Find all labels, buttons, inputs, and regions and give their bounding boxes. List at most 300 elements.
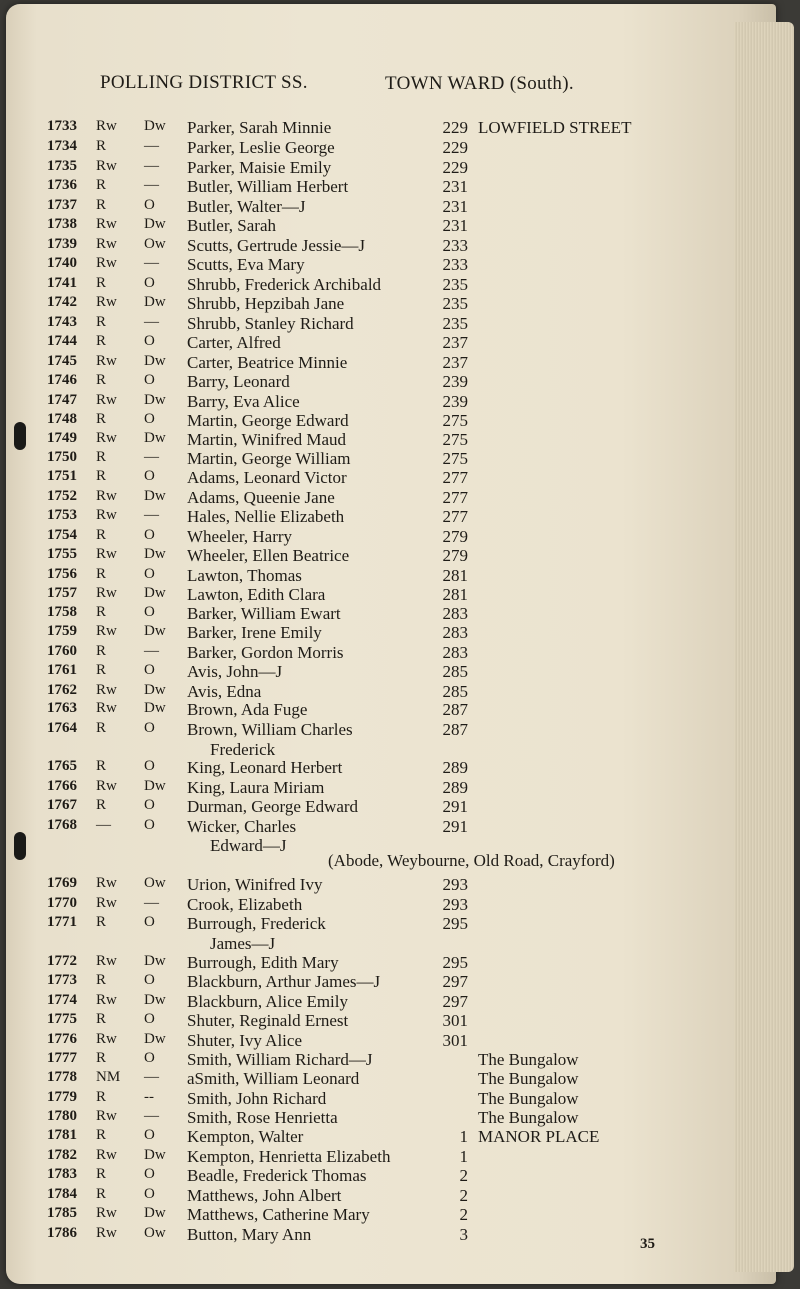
qualification-code: Rw — [96, 1108, 117, 1124]
entry-number: 1785 — [47, 1205, 77, 1221]
register-entry — [0, 449, 734, 469]
qualification-code: Rw — [96, 623, 117, 639]
elector-name: Frederick — [210, 740, 276, 759]
register-entry — [0, 700, 734, 720]
occupation-code: O — [144, 566, 155, 582]
register-entry — [0, 934, 734, 954]
qualification-code: Rw — [96, 392, 117, 408]
entry-number: 1737 — [47, 197, 77, 213]
entry-number: 1734 — [47, 138, 77, 154]
register-entry — [0, 430, 734, 450]
house-number: 233 — [442, 236, 468, 255]
qualification-code: R — [96, 197, 107, 213]
entry-number: 1746 — [47, 372, 77, 388]
entry-number: 1748 — [47, 411, 77, 427]
elector-name: Lawton, Edith Clara — [187, 585, 326, 604]
qualification-code: R — [96, 177, 107, 193]
house-number: 295 — [442, 914, 468, 933]
elector-name: Parker, Maisie Emily — [187, 158, 332, 177]
register-entry — [0, 992, 734, 1012]
elector-name: Martin, George William — [187, 449, 351, 468]
register-entry — [0, 527, 734, 547]
street-address: The Bungalow — [478, 1089, 579, 1108]
occupation-code: Dw — [144, 992, 166, 1008]
qualification-code: R — [96, 1011, 107, 1027]
qualification-code: R — [96, 972, 107, 988]
street-address: The Bungalow — [478, 1108, 579, 1127]
house-number: 283 — [442, 643, 468, 662]
entry-number: 1753 — [47, 507, 77, 523]
register-entry — [0, 1166, 734, 1186]
occupation-code: Dw — [144, 392, 166, 408]
occupation-code: Dw — [144, 216, 166, 232]
elector-name: Smith, John Richard — [187, 1089, 327, 1108]
house-number: 301 — [442, 1011, 468, 1030]
qualification-code: Rw — [96, 875, 117, 891]
house-number: 293 — [442, 895, 468, 914]
elector-name: Kempton, Henrietta Elizabeth — [187, 1147, 391, 1166]
elector-name: Parker, Leslie George — [187, 138, 335, 157]
entry-number: 1780 — [47, 1108, 77, 1124]
qualification-code: Rw — [96, 953, 117, 969]
entry-number: 1747 — [47, 392, 77, 408]
entry-number: 1775 — [47, 1011, 77, 1027]
house-number: 275 — [442, 411, 468, 430]
entry-number: 1743 — [47, 314, 77, 330]
register-entry — [0, 778, 734, 798]
house-number: 275 — [442, 430, 468, 449]
entry-number: 1764 — [47, 720, 77, 736]
occupation-code: O — [144, 1011, 155, 1027]
register-entry — [0, 914, 734, 934]
polling-district-title: POLLING DISTRICT SS. — [100, 72, 308, 93]
register-entry — [0, 314, 734, 334]
qualification-code: Rw — [96, 895, 117, 911]
entry-number: 1771 — [47, 914, 77, 930]
occupation-code: Dw — [144, 118, 166, 134]
elector-name: Shuter, Reginald Ernest — [187, 1011, 349, 1030]
house-number: 1 — [459, 1127, 468, 1146]
occupation-code: — — [144, 895, 159, 911]
occupation-code: -- — [144, 1089, 154, 1105]
occupation-code: Dw — [144, 682, 166, 698]
register-entry — [0, 1147, 734, 1167]
elector-name: Martin, Winifred Maud — [187, 430, 347, 449]
entry-number: 1765 — [47, 758, 77, 774]
house-number: 2 — [459, 1186, 468, 1205]
qualification-code: R — [96, 1166, 107, 1182]
house-number: 231 — [442, 216, 468, 235]
house-number: 283 — [442, 604, 468, 623]
register-entry — [0, 585, 734, 605]
occupation-code: — — [144, 138, 159, 154]
elector-name: Burrough, Edith Mary — [187, 953, 339, 972]
entry-number: 1783 — [47, 1166, 77, 1182]
register-entry — [0, 177, 734, 197]
qualification-code: Rw — [96, 1225, 117, 1241]
elector-name: Carter, Beatrice Minnie — [187, 353, 348, 372]
elector-name: Carter, Alfred — [187, 333, 281, 352]
register-entry — [0, 1108, 734, 1128]
occupation-code: O — [144, 662, 155, 678]
qualification-code: Rw — [96, 585, 117, 601]
house-number: 231 — [442, 177, 468, 196]
qualification-code: Rw — [96, 546, 117, 562]
elector-name: Kempton, Walter — [187, 1127, 304, 1146]
qualification-code: Rw — [96, 1205, 117, 1221]
entry-number: 1742 — [47, 294, 77, 310]
occupation-code: Dw — [144, 488, 166, 504]
entry-number: 1733 — [47, 118, 77, 134]
qualification-code: R — [96, 527, 107, 543]
street-address: The Bungalow — [478, 1069, 579, 1088]
register-entry — [0, 1186, 734, 1206]
elector-name: James—J — [210, 934, 276, 953]
ward-title: TOWN WARD (South). — [385, 73, 574, 94]
qualification-code: R — [96, 1186, 107, 1202]
entry-number: 1782 — [47, 1147, 77, 1163]
register-entry — [0, 604, 734, 624]
house-number: 293 — [442, 875, 468, 894]
occupation-code: O — [144, 527, 155, 543]
occupation-code: O — [144, 797, 155, 813]
entry-number: 1773 — [47, 972, 77, 988]
elector-name: Blackburn, Alice Emily — [187, 992, 348, 1011]
qualification-code: R — [96, 411, 107, 427]
occupation-code: O — [144, 197, 155, 213]
register-entry — [0, 488, 734, 508]
elector-name: aSmith, William Leonard — [187, 1069, 360, 1088]
register-entry — [0, 158, 734, 178]
page-number: 35 — [640, 1236, 655, 1252]
occupation-code: O — [144, 914, 155, 930]
elector-name: Butler, William Herbert — [187, 177, 349, 196]
occupation-code: Dw — [144, 700, 166, 716]
elector-name: Matthews, John Albert — [187, 1186, 342, 1205]
entry-number: 1757 — [47, 585, 77, 601]
house-number: 229 — [442, 158, 468, 177]
register-entry — [0, 1127, 734, 1147]
occupation-code: O — [144, 817, 155, 833]
occupation-code: — — [144, 314, 159, 330]
occupation-code: O — [144, 411, 155, 427]
elector-name: Shrubb, Hepzibah Jane — [187, 294, 345, 313]
elector-name: Barker, Gordon Morris — [187, 643, 344, 662]
entry-number: 1761 — [47, 662, 77, 678]
elector-name: Matthews, Catherine Mary — [187, 1205, 370, 1224]
register-entry — [0, 138, 734, 158]
register-entry — [0, 566, 734, 586]
elector-name: Hales, Nellie Elizabeth — [187, 507, 345, 526]
elector-name: Beadle, Frederick Thomas — [187, 1166, 367, 1185]
house-number: 289 — [442, 778, 468, 797]
elector-name: Brown, Ada Fuge — [187, 700, 308, 719]
occupation-code: Dw — [144, 585, 166, 601]
occupation-code: Dw — [144, 953, 166, 969]
register-entry — [0, 216, 734, 236]
elector-name: Smith, William Richard—J — [187, 1050, 373, 1069]
occupation-code: O — [144, 1127, 155, 1143]
occupation-code: — — [144, 177, 159, 193]
register-entry — [0, 1205, 734, 1225]
entry-number: 1755 — [47, 546, 77, 562]
qualification-code: Rw — [96, 1031, 117, 1047]
qualification-code: Rw — [96, 158, 117, 174]
house-number: 229 — [442, 138, 468, 157]
register-entry — [0, 851, 734, 871]
house-number: 275 — [442, 449, 468, 468]
entry-number: 1741 — [47, 275, 77, 291]
register-entry — [0, 682, 734, 702]
occupation-code: — — [144, 643, 159, 659]
entry-number: 1769 — [47, 875, 77, 891]
entry-number: 1767 — [47, 797, 77, 813]
house-number: 229 — [442, 118, 468, 137]
qualification-code: Rw — [96, 255, 117, 271]
qualification-code: — — [96, 817, 111, 833]
qualification-code: R — [96, 604, 107, 620]
qualification-code: Rw — [96, 236, 117, 252]
entry-number: 1786 — [47, 1225, 77, 1241]
elector-name: Shrubb, Stanley Richard — [187, 314, 354, 333]
house-number: 287 — [442, 700, 468, 719]
qualification-code: Rw — [96, 700, 117, 716]
elector-name: Butler, Sarah — [187, 216, 277, 235]
entry-number: 1749 — [47, 430, 77, 446]
house-number: 281 — [442, 566, 468, 585]
elector-name: Edward—J — [210, 836, 287, 855]
occupation-code: Ow — [144, 236, 166, 252]
house-number: 3 — [459, 1225, 468, 1244]
house-number: 277 — [442, 507, 468, 526]
house-number: 279 — [442, 546, 468, 565]
register-entry — [0, 1089, 734, 1109]
register-entry — [0, 236, 734, 256]
register-entry — [0, 392, 734, 412]
qualification-code: Rw — [96, 682, 117, 698]
house-number: 301 — [442, 1031, 468, 1050]
elector-name: Avis, John—J — [187, 662, 283, 681]
elector-name: (Abode, Weybourne, Old Road, Crayford) — [328, 851, 615, 870]
register-entry — [0, 875, 734, 895]
register-entry — [0, 118, 734, 138]
occupation-code: O — [144, 333, 155, 349]
street-address: The Bungalow — [478, 1050, 579, 1069]
qualification-code: NM — [96, 1069, 121, 1085]
elector-name: Parker, Sarah Minnie — [187, 118, 332, 137]
register-entry — [0, 972, 734, 992]
entry-number: 1760 — [47, 643, 77, 659]
qualification-code: Rw — [96, 778, 117, 794]
entry-number: 1739 — [47, 236, 77, 252]
house-number: 285 — [442, 682, 468, 701]
house-number: 277 — [442, 468, 468, 487]
occupation-code: O — [144, 758, 155, 774]
entry-number: 1758 — [47, 604, 77, 620]
register-entry — [0, 623, 734, 643]
qualification-code: Rw — [96, 216, 117, 232]
elector-name: Crook, Elizabeth — [187, 895, 303, 914]
qualification-code: Rw — [96, 353, 117, 369]
house-number: 235 — [442, 294, 468, 313]
occupation-code: O — [144, 468, 155, 484]
qualification-code: R — [96, 333, 107, 349]
register-entry — [0, 1011, 734, 1031]
qualification-code: R — [96, 372, 107, 388]
occupation-code: — — [144, 1108, 159, 1124]
occupation-code: O — [144, 275, 155, 291]
register-entry — [0, 797, 734, 817]
entry-number: 1744 — [47, 333, 77, 349]
house-number: 239 — [442, 392, 468, 411]
elector-name: Wheeler, Harry — [187, 527, 293, 546]
register-entry — [0, 353, 734, 373]
elector-name: Avis, Edna — [187, 682, 262, 701]
occupation-code: Dw — [144, 778, 166, 794]
occupation-code: Dw — [144, 546, 166, 562]
house-number: 291 — [442, 817, 468, 836]
occupation-code: O — [144, 372, 155, 388]
register-entry — [0, 546, 734, 566]
house-number: 237 — [442, 333, 468, 352]
occupation-code: Dw — [144, 1147, 166, 1163]
house-number: 1 — [459, 1147, 468, 1166]
qualification-code: R — [96, 797, 107, 813]
register-entry — [0, 1050, 734, 1070]
house-number: 285 — [442, 662, 468, 681]
qualification-code: Rw — [96, 507, 117, 523]
qualification-code: Rw — [96, 992, 117, 1008]
elector-name: Smith, Rose Henrietta — [187, 1108, 338, 1127]
elector-name: Barry, Leonard — [187, 372, 290, 391]
occupation-code: O — [144, 1166, 155, 1182]
qualification-code: R — [96, 720, 107, 736]
elector-name: Scutts, Gertrude Jessie—J — [187, 236, 366, 255]
elector-name: King, Leonard Herbert — [187, 758, 343, 777]
occupation-code: O — [144, 604, 155, 620]
register-entry — [0, 758, 734, 778]
house-number: 279 — [442, 527, 468, 546]
elector-name: King, Laura Miriam — [187, 778, 325, 797]
register-entry — [0, 817, 734, 837]
occupation-code: Dw — [144, 430, 166, 446]
elector-name: Button, Mary Ann — [187, 1225, 312, 1244]
elector-name: Adams, Leonard Victor — [187, 468, 347, 487]
occupation-code: Ow — [144, 1225, 166, 1241]
occupation-code: O — [144, 972, 155, 988]
qualification-code: R — [96, 1089, 107, 1105]
house-number: 283 — [442, 623, 468, 642]
house-number: 2 — [459, 1205, 468, 1224]
elector-name: Scutts, Eva Mary — [187, 255, 305, 274]
register-entry — [0, 1069, 734, 1089]
qualification-code: R — [96, 662, 107, 678]
occupation-code: Dw — [144, 353, 166, 369]
qualification-code: R — [96, 758, 107, 774]
qualification-code: R — [96, 468, 107, 484]
entry-number: 1735 — [47, 158, 77, 174]
entry-number: 1762 — [47, 682, 77, 698]
register-entry — [0, 953, 734, 973]
street-address: LOWFIELD STREET — [478, 118, 632, 137]
register-entry — [0, 411, 734, 431]
entry-number: 1736 — [47, 177, 77, 193]
elector-name: Urion, Winifred Ivy — [187, 875, 323, 894]
entry-number: 1756 — [47, 566, 77, 582]
occupation-code: — — [144, 507, 159, 523]
house-number: 235 — [442, 275, 468, 294]
register-entry — [0, 275, 734, 295]
elector-name: Wicker, Charles — [187, 817, 297, 836]
qualification-code: R — [96, 1127, 107, 1143]
house-number: 297 — [442, 972, 468, 991]
occupation-code: — — [144, 1069, 159, 1085]
house-number: 295 — [442, 953, 468, 972]
register-entry — [0, 507, 734, 527]
register-entry — [0, 662, 734, 682]
entry-number: 1745 — [47, 353, 77, 369]
elector-name: Brown, William Charles — [187, 720, 353, 739]
entry-number: 1779 — [47, 1089, 77, 1105]
entry-number: 1781 — [47, 1127, 77, 1143]
house-number: 235 — [442, 314, 468, 333]
qualification-code: Rw — [96, 430, 117, 446]
entry-number: 1751 — [47, 468, 77, 484]
register-entry — [0, 197, 734, 217]
elector-name: Barker, Irene Emily — [187, 623, 322, 642]
qualification-code: R — [96, 138, 107, 154]
elector-name: Shuter, Ivy Alice — [187, 1031, 302, 1050]
street-address: MANOR PLACE — [478, 1127, 600, 1146]
elector-name: Burrough, Frederick — [187, 914, 326, 933]
page-header — [0, 68, 734, 94]
occupation-code: Dw — [144, 623, 166, 639]
qualification-code: R — [96, 449, 107, 465]
entry-number: 1750 — [47, 449, 77, 465]
elector-name: Durman, George Edward — [187, 797, 359, 816]
house-number: 231 — [442, 197, 468, 216]
house-number: 239 — [442, 372, 468, 391]
occupation-code: — — [144, 158, 159, 174]
register-entry — [0, 468, 734, 488]
house-number: 233 — [442, 255, 468, 274]
qualification-code: R — [96, 275, 107, 291]
occupation-code: Ow — [144, 875, 166, 891]
house-number: 281 — [442, 585, 468, 604]
elector-name: Blackburn, Arthur James—J — [187, 972, 381, 991]
elector-name: Adams, Queenie Jane — [187, 488, 335, 507]
qualification-code: Rw — [96, 118, 117, 134]
house-number: 277 — [442, 488, 468, 507]
register-entry — [0, 643, 734, 663]
house-number: 297 — [442, 992, 468, 1011]
entry-number: 1777 — [47, 1050, 77, 1066]
qualification-code: R — [96, 643, 107, 659]
occupation-code: O — [144, 1050, 155, 1066]
entry-number: 1766 — [47, 778, 77, 794]
house-number: 287 — [442, 720, 468, 739]
occupation-code: O — [144, 720, 155, 736]
elector-name: Lawton, Thomas — [187, 566, 302, 585]
register-entry — [0, 1031, 734, 1051]
elector-name: Wheeler, Ellen Beatrice — [187, 546, 350, 565]
occupation-code: — — [144, 255, 159, 271]
register-entry — [0, 895, 734, 915]
entry-number: 1754 — [47, 527, 77, 543]
register-entry — [0, 1225, 734, 1245]
entry-number: 1738 — [47, 216, 77, 232]
qualification-code: R — [96, 914, 107, 930]
